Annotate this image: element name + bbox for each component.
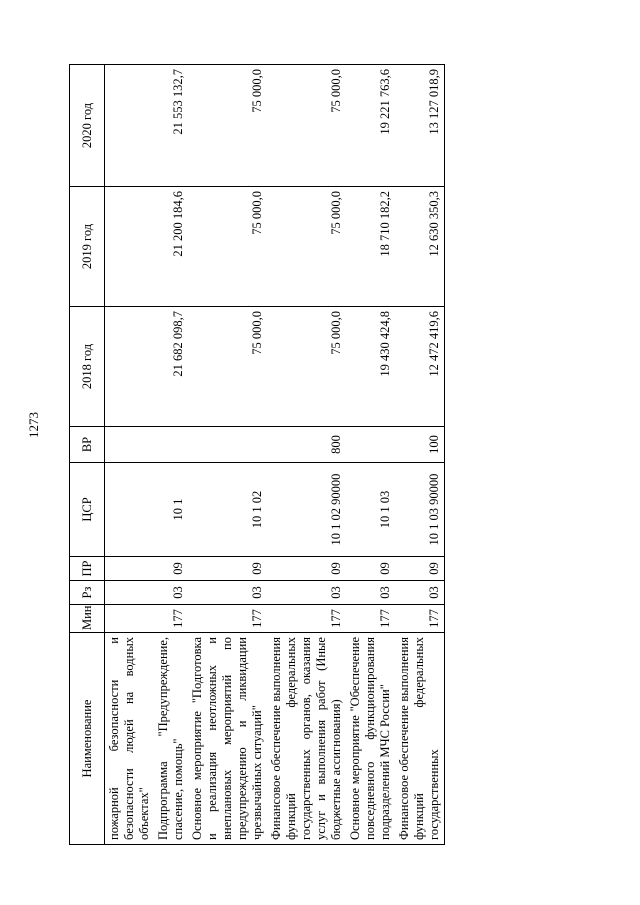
row-name: пожарной безопасности и безопасности людей на водных объектах": [105, 633, 155, 845]
row-2019: 12 630 350,3: [395, 187, 445, 307]
row-rz: [105, 581, 155, 605]
row-2019: [105, 187, 155, 307]
row-2020: 75 000,0: [188, 65, 267, 187]
column-header-vr: ВР: [70, 427, 105, 463]
row-csr: 10 1 03 90000: [395, 463, 445, 557]
row-rz: 03: [154, 581, 188, 605]
row-rz: 03: [267, 581, 346, 605]
row-rz: 03: [346, 581, 395, 605]
row-pr: 09: [154, 557, 188, 581]
table-row: [154, 65, 188, 845]
row-pr: 09: [267, 557, 346, 581]
row-rz: 03: [188, 581, 267, 605]
page-number: 1273: [26, 412, 41, 438]
row-min: 177: [395, 605, 445, 633]
row-csr: [105, 463, 155, 557]
column-header-2018: 2018 год: [70, 307, 105, 427]
row-name: Финансовое обеспечение выполнения функций федеральных государственных органов, оказания услуг и выполнения работ (Иные бюджетные ассигнования): [267, 633, 346, 845]
row-vr: 800: [267, 427, 346, 463]
row-2018: 21 682 098,7: [154, 307, 188, 427]
column-header-rz: Рз: [70, 581, 105, 605]
row-2019: 75 000,0: [267, 187, 346, 307]
row-2019: 75 000,0: [188, 187, 267, 307]
row-min: 177: [346, 605, 395, 633]
table-row: [267, 65, 346, 845]
column-header-2019: 2019 год: [70, 187, 105, 307]
row-min: 177: [154, 605, 188, 633]
row-2018: 12 472 419,6: [395, 307, 445, 427]
row-2020: 21 553 132,7: [154, 65, 188, 187]
row-vr: [188, 427, 267, 463]
table-row: [395, 65, 445, 845]
row-name: Основное мероприятие "Обеспечение повседневного функционирования подразделений МЧС России": [346, 633, 395, 845]
column-header-pr: ПР: [70, 557, 105, 581]
row-2020: 19 221 763,6: [346, 65, 395, 187]
row-2018: 75 000,0: [267, 307, 346, 427]
row-2018: 19 430 424,8: [346, 307, 395, 427]
row-vr: [105, 427, 155, 463]
row-name: Финансовое обеспечение выполнения функций федеральных государственных: [395, 633, 445, 845]
row-2020: 75 000,0: [267, 65, 346, 187]
budget-table-rotated: [69, 65, 605, 845]
row-2018: 75 000,0: [188, 307, 267, 427]
row-2020: [105, 65, 155, 187]
row-min: 177: [188, 605, 267, 633]
column-header-2020: 2020 год: [70, 65, 105, 187]
row-vr: [346, 427, 395, 463]
row-vr: 100: [395, 427, 445, 463]
row-2019: 18 710 182,2: [346, 187, 395, 307]
row-csr: 10 1 03: [346, 463, 395, 557]
row-csr: 10 1 02 90000: [267, 463, 346, 557]
row-pr: 09: [188, 557, 267, 581]
row-min: [105, 605, 155, 633]
table-row: [346, 65, 395, 845]
row-name: Основное мероприятие "Подготовка и реализация неотложных и внеплановых мероприятий по предупреждению и ликвидации чрезвычайных ситуаций": [188, 633, 267, 845]
column-header-name: Наименование: [70, 633, 105, 845]
row-pr: [105, 557, 155, 581]
row-pr: 09: [346, 557, 395, 581]
row-rz: 03: [395, 581, 445, 605]
row-csr: 10 1: [154, 463, 188, 557]
row-min: 177: [267, 605, 346, 633]
row-csr: 10 1 02: [188, 463, 267, 557]
row-vr: [154, 427, 188, 463]
table-row: [105, 65, 155, 845]
table-row: [188, 65, 267, 845]
column-header-csr: ЦСР: [70, 463, 105, 557]
row-2018: [105, 307, 155, 427]
budget-table: [69, 64, 445, 845]
column-header-min: Мин: [70, 605, 105, 633]
row-2020: 13 127 018,9: [395, 65, 445, 187]
row-name: Подпрограмма "Предупреждение, спасение, помощь": [154, 633, 188, 845]
table-header-row: [70, 65, 105, 845]
row-pr: 09: [395, 557, 445, 581]
row-2019: 21 200 184,6: [154, 187, 188, 307]
